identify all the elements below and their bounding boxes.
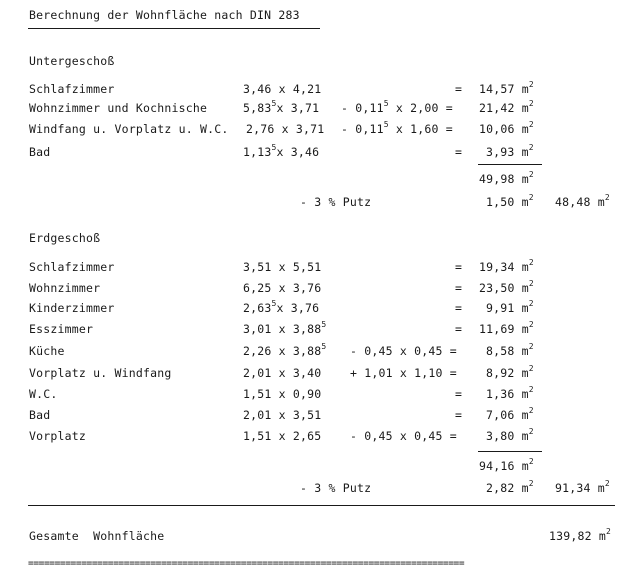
room-dimensions: 6,25 x 3,76	[243, 281, 322, 295]
equals-sign: =	[455, 82, 463, 96]
room-name: Kinderzimmer	[29, 301, 115, 315]
title-underline	[28, 28, 320, 29]
equals-sign: =	[455, 387, 463, 401]
room-area: 3,93 $m^2$	[486, 143, 534, 159]
grand-total-value: 139,82 $m^2$	[549, 527, 612, 543]
room-name: Bad	[29, 408, 51, 422]
room-dimensions: 3,51 x 5,51	[243, 260, 322, 274]
room-name: Vorplatz u. Windfang	[29, 366, 172, 380]
room-name: Esszimmer	[29, 322, 94, 336]
room-area: 23,50 $m^2$	[479, 279, 534, 295]
room-area: 9,91 $m^2$	[486, 299, 534, 315]
section-total: 48,48 $m^2$	[555, 193, 610, 209]
room-area: 1,36 $m^2$	[486, 385, 534, 401]
room-area: 8,92 $m^2$	[486, 364, 534, 380]
section-total: 91,34 $m^2$	[555, 479, 610, 495]
equals-sign: =	[455, 145, 463, 159]
equals-sign: =	[455, 301, 463, 315]
equals-sign: =	[455, 408, 463, 422]
room-deduction: - 0,11$^5$ x 2,00 =	[341, 99, 453, 115]
room-name: Vorplatz	[29, 429, 86, 443]
section-subtotal: 94,16 $m^2$	[479, 457, 534, 473]
equals-sign: =	[455, 281, 463, 295]
room-area: 7,06 $m^2$	[486, 406, 534, 422]
room-dimensions: 2,01 x 3,51	[243, 408, 322, 422]
room-dimensions: 3,01 x 3,88$^5$	[243, 320, 327, 336]
room-deduction: - 0,11$^5$ x 1,60 =	[341, 120, 453, 136]
room-dimensions: 2,26 x 3,88$^5$	[243, 342, 327, 358]
room-area: 14,57 $m^2$	[479, 80, 534, 96]
section-subtotal: 49,98 $m^2$	[479, 170, 534, 186]
room-name: Küche	[29, 344, 65, 358]
grand-total-label: Gesamte Wohnfläche	[29, 529, 165, 543]
room-name: Wohnzimmer und Kochnische	[29, 101, 208, 115]
room-name: Windfang u. Vorplatz u. W.C.	[29, 122, 229, 136]
room-dimensions: 1,51 x 0,90	[243, 387, 322, 401]
room-dimensions: 1,13$^5$x 3,46	[243, 143, 320, 159]
equals-sign: =	[455, 322, 463, 336]
document-title: Berechnung der Wohnfläche nach DIN 283	[29, 8, 300, 22]
putz-label: - 3 % Putz	[300, 481, 372, 495]
room-dimensions: 5,83$^5$x 3,71	[243, 99, 320, 115]
room-area: 10,06 $m^2$	[479, 120, 534, 136]
sum-rule	[478, 451, 542, 452]
room-dimensions: 2,63$^5$x 3,76	[243, 299, 320, 315]
room-name: W.C.	[29, 387, 58, 401]
sum-rule	[478, 164, 542, 165]
putz-label: - 3 % Putz	[300, 195, 372, 209]
putz-value: 2,82 $m^2$	[486, 479, 534, 495]
room-name: Wohnzimmer	[29, 281, 101, 295]
room-name: Bad	[29, 145, 51, 159]
room-dimensions: 1,51 x 2,65	[243, 429, 322, 443]
room-area: 3,80 $m^2$	[486, 427, 534, 443]
room-area: 21,42 $m^2$	[479, 99, 534, 115]
section-heading-erdgeschoss: Erdgeschoß	[29, 231, 101, 245]
putz-value: 1,50 $m^2$	[486, 193, 534, 209]
equals-sign: =	[455, 260, 463, 274]
room-addition: + 1,01 x 1,10 =	[350, 366, 457, 380]
room-area: 19,34 $m^2$	[479, 258, 534, 274]
room-name: Schlafzimmer	[29, 260, 115, 274]
room-dimensions: 2,01 x 3,40	[243, 366, 322, 380]
room-dimensions: 2,76 x 3,71	[246, 122, 325, 136]
room-dimensions: 3,46 x 4,21	[243, 82, 322, 96]
room-name: Schlafzimmer	[29, 82, 115, 96]
room-area: 11,69 $m^2$	[479, 320, 534, 336]
room-deduction: - 0,45 x 0,45 =	[350, 344, 457, 358]
room-area: 8,58 $m^2$	[486, 342, 534, 358]
footer-double-rule: ==================================================================================	[28, 558, 465, 569]
section-heading-untergeschoss: Untergeschoß	[29, 54, 115, 68]
grand-total-rule	[28, 505, 615, 506]
room-deduction: - 0,45 x 0,45 =	[350, 429, 457, 443]
